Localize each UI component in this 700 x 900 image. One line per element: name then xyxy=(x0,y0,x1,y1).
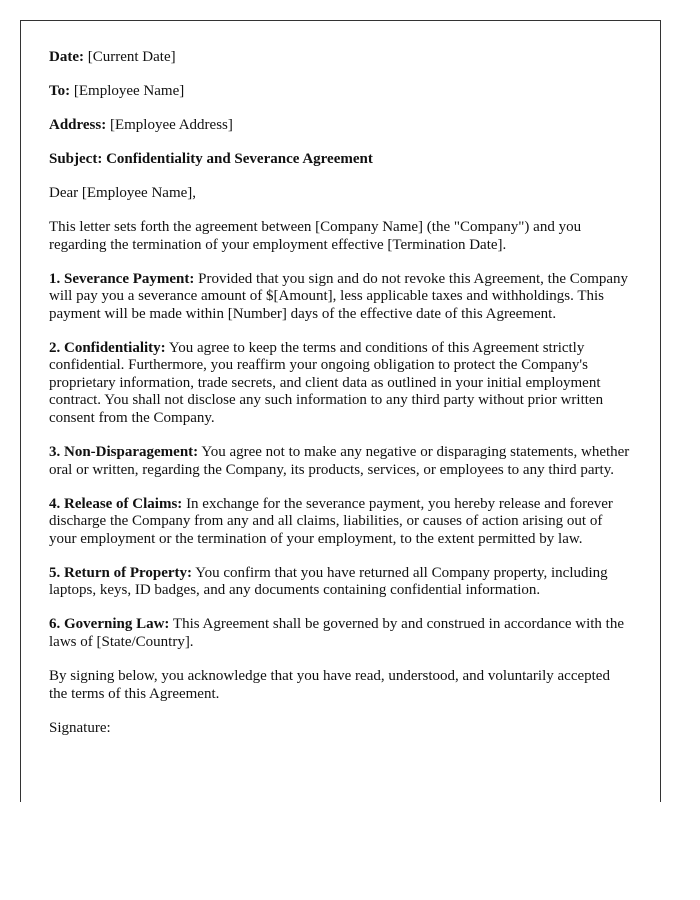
address-line: Address: [Employee Address] xyxy=(49,116,233,133)
intro-paragraph: This letter sets forth the agreement between [Company Name] (the "Company") and you regarding the termination of your employment effective [Termination Date]. xyxy=(49,218,582,253)
to-line: To: [Employee Name] xyxy=(49,82,185,99)
section-severance: 1. Severance Payment: Provided that you sign and do not revoke this Agreement, the Company will pay you a severance amount of $[Amount], less applicable taxes and withholdings. This payment will be made within [Number] days of the effective date of this Agreement. xyxy=(49,270,629,322)
subject-line: Subject: Confidentiality and Severance Agreement xyxy=(49,150,373,167)
signature-label: Signature: xyxy=(49,719,111,736)
date-line: Date: [Current Date] xyxy=(49,49,176,65)
section-non-disparagement: 3. Non-Disparagement: You agree not to make any negative or disparaging statements, whether oral or written, regarding the Company, its products, services, or employees to any third party. xyxy=(49,444,630,478)
letter-document xyxy=(20,20,661,802)
closing-paragraph: By signing below, you acknowledge that you have read, understood, and voluntarily accepted the terms of this Agreement. xyxy=(49,667,610,702)
salutation: Dear [Employee Name], xyxy=(49,184,197,201)
section-return-of-property: 5. Return of Property: You confirm that you have returned all Company property, including laptops, keys, ID badges, and any documents containing confidential information. xyxy=(49,564,608,599)
section-release-of-claims: 4. Release of Claims: In exchange for the severance payment, you hereby release and forever discharge the Company from any and all claims, liabilities, or causes of action arising out of your employment or the termination of your employment, to the extent permitted by law. xyxy=(49,495,613,547)
section-governing-law: 6. Governing Law: This Agreement shall be governed by and construed in accordance with the laws of [State/Country]. xyxy=(49,616,625,650)
section-confidentiality: 2. Confidentiality: You agree to keep the terms and conditions of this Agreement strictly confidential. Furthermore, you reaffirm your ongoing obligation to protect the Company's proprietary information, trade secrets, and client data as outlined in your initial employment contract. You shall not disclose any such information to any third party without prior written consent from the Company. xyxy=(49,339,604,427)
